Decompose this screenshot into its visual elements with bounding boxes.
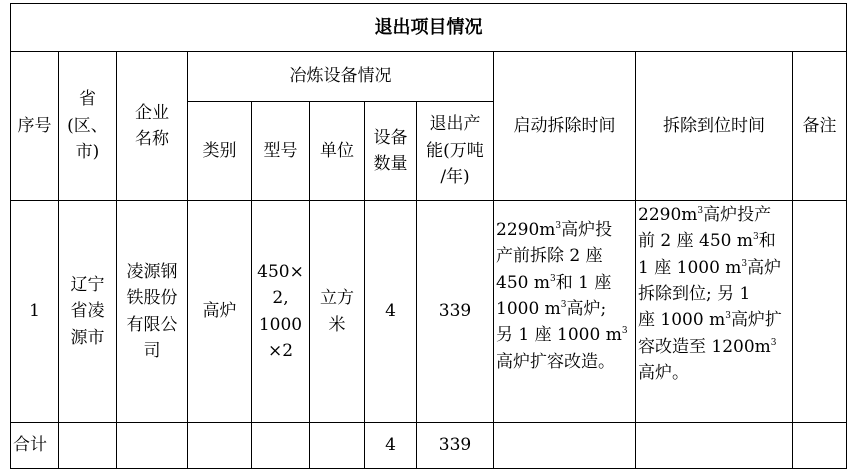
total-empty-3 (188, 423, 252, 469)
cell-unit: 立方 米 (310, 201, 365, 423)
header-seq: 序号 (11, 52, 59, 201)
cell-start-time (494, 201, 636, 423)
header-start-time: 启动拆除时间 (494, 52, 636, 201)
total-capacity: 339 (417, 423, 494, 469)
total-quantity: 4 (365, 423, 417, 469)
total-empty-1 (59, 423, 117, 469)
header-capacity: 退出产 能(万吨 /年) (417, 102, 494, 201)
cell-company: 凌源钢 铁股份 有限公 司 (117, 201, 188, 423)
header-end-time: 拆除到位时间 (636, 52, 793, 201)
total-empty-4 (252, 423, 310, 469)
exit-projects-table (10, 3, 847, 469)
cell-end-time (636, 201, 793, 423)
header-quantity: 设备 数量 (365, 102, 417, 201)
cell-province: 辽宁 省凌 源市 (59, 201, 117, 423)
cell-category: 高炉 (188, 201, 252, 423)
header-company: 企业 名称 (117, 52, 188, 201)
table-row (11, 201, 847, 423)
start-time-text: $2290m^3$高炉投 产前拆除 2 座 450 $m^3$和 1 座 1000 $m^3$高炉; 另 1 座 1000 $m^3$ 高炉扩容改造。 (496, 220, 628, 372)
header-equipment-group: 冶炼设备情况 (188, 52, 494, 102)
table-title: 退出项目情况 (11, 4, 847, 52)
cell-quantity: 4 (365, 201, 417, 423)
header-unit: 单位 (310, 102, 365, 201)
header-province: 省 (区、 市) (59, 52, 117, 201)
total-row (11, 423, 847, 469)
total-empty-6 (494, 423, 636, 469)
header-category: 类别 (188, 102, 252, 201)
total-empty-2 (117, 423, 188, 469)
header-model: 型号 (252, 102, 310, 201)
total-empty-5 (310, 423, 365, 469)
cell-remark (793, 201, 847, 423)
total-empty-8 (793, 423, 847, 469)
total-label: 合计 (11, 423, 59, 469)
end-time-text: $2290m^3$高炉投产 前 2 座 450 $m^3$和 1 座 1000 $m^3$高炉 拆除到位; 另 1 座 1000 $m^3$高炉扩 容改造至 $1200m^3$ 高炉。 (638, 205, 782, 384)
cell-capacity: 339 (417, 201, 494, 423)
total-empty-7 (636, 423, 793, 469)
cell-model: 450× 2, 1000 ×2 (252, 201, 310, 423)
cell-seq: 1 (11, 201, 59, 423)
header-remark: 备注 (793, 52, 847, 201)
